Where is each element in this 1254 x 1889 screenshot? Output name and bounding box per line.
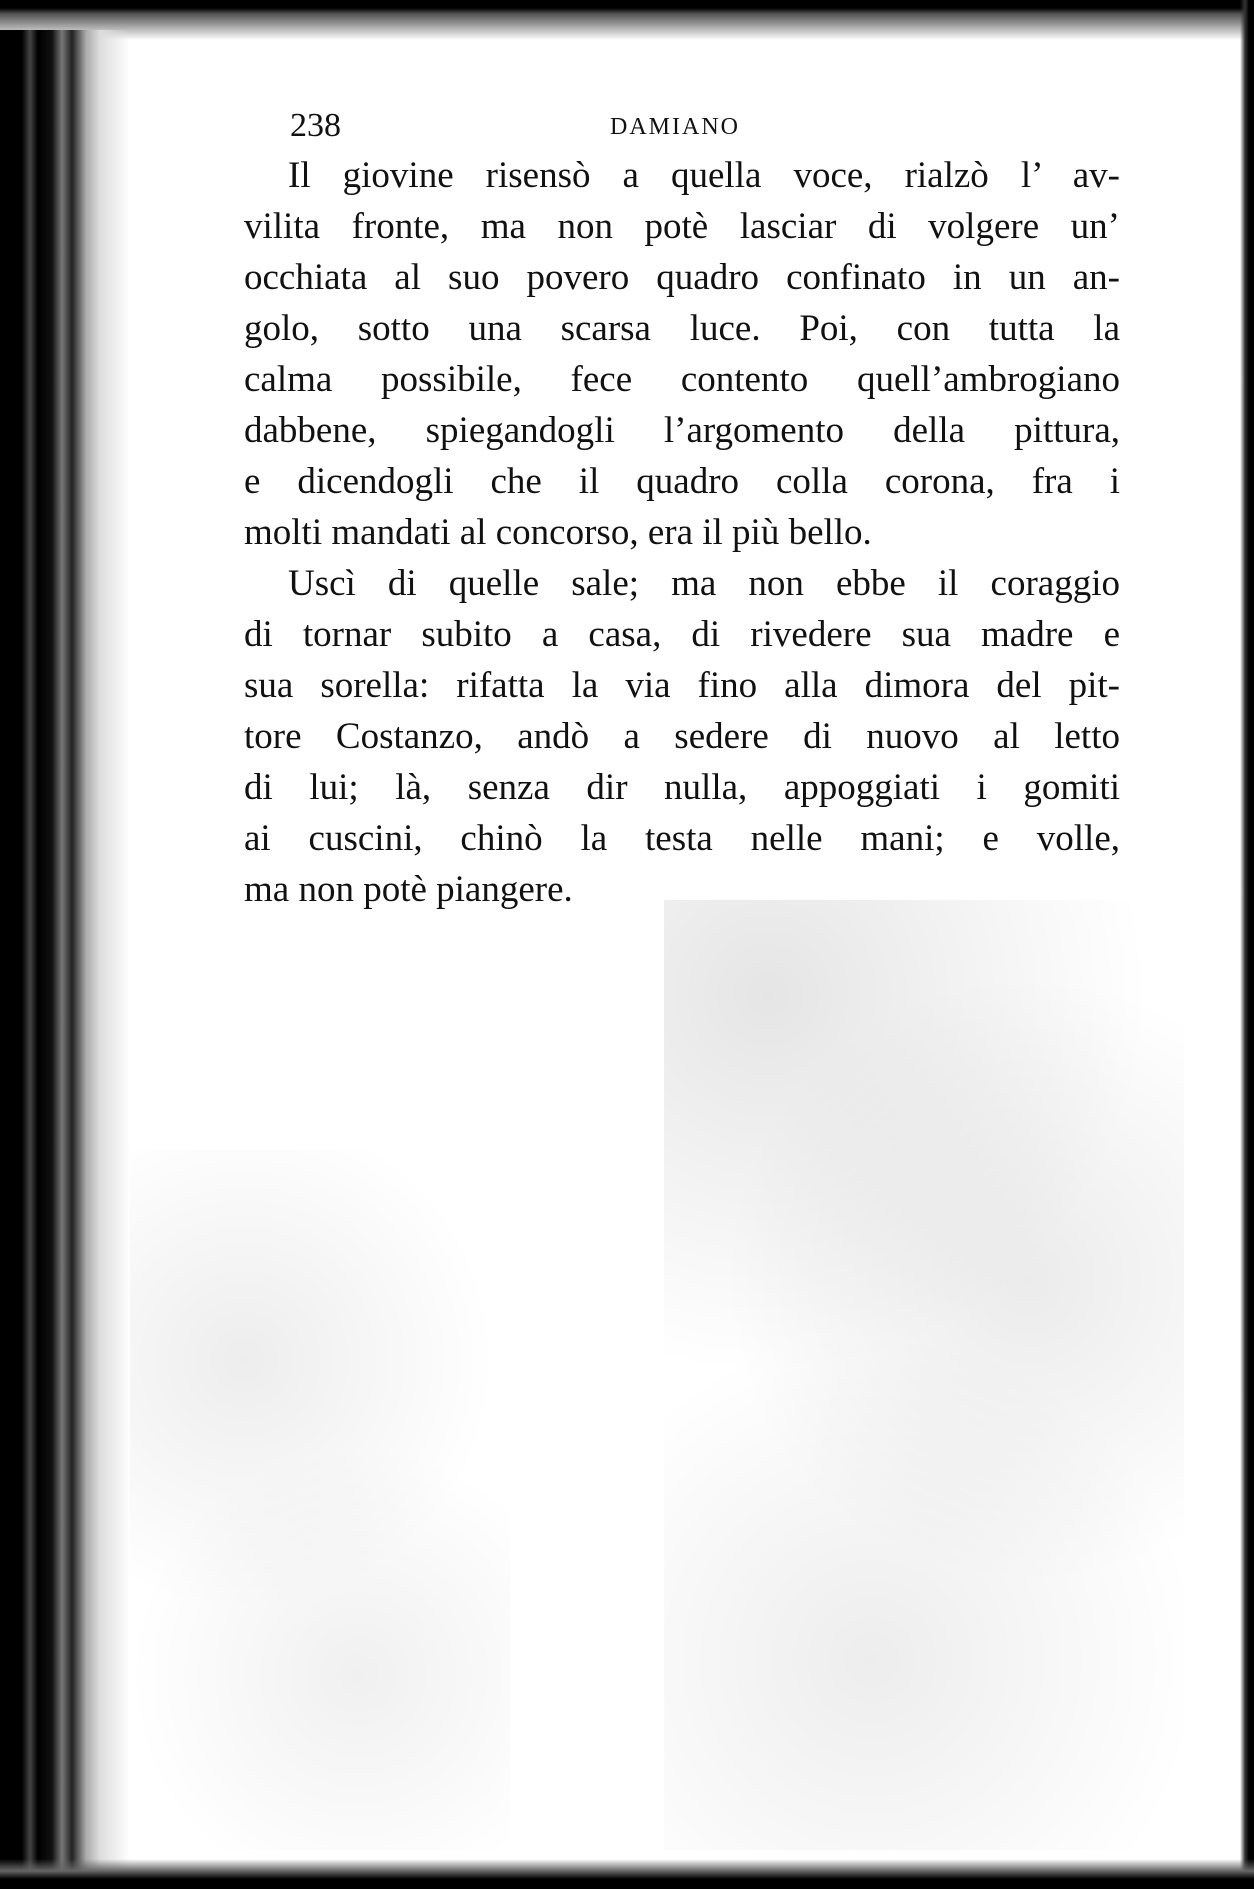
text-line: vilita fronte, ma non potè lasciar di volgere un’ bbox=[244, 206, 1120, 247]
running-title: DAMIANO bbox=[610, 114, 740, 140]
bleed-through-noise bbox=[664, 900, 1184, 1850]
paragraph-2 bbox=[244, 558, 1120, 915]
text-line: occhiata al suo povero quadro confinato in un an- bbox=[244, 257, 1120, 298]
text-line: calma possibile, fece contento quell’ambrogiano bbox=[244, 359, 1120, 400]
page-top-edge bbox=[0, 0, 1254, 40]
text-line: dabbene, spiegandogli l’argomento della pittura, bbox=[244, 410, 1120, 451]
body-text bbox=[244, 150, 1120, 915]
text-line: Uscì di quelle sale; ma non ebbe il coraggio bbox=[288, 563, 1120, 604]
page-bottom-edge bbox=[0, 1859, 1254, 1889]
page-header bbox=[290, 104, 1150, 148]
text-line: di lui; là, senza dir nulla, appoggiati i gomiti bbox=[244, 767, 1120, 808]
text-line: di tornar subito a casa, di rivedere sua madre e bbox=[244, 614, 1120, 655]
text-line: ai cuscini, chinò la testa nelle mani; e volle, bbox=[244, 818, 1120, 859]
text-line: sua sorella: rifatta la via fino alla dimora del pit- bbox=[244, 665, 1120, 706]
book-spine-shadow bbox=[0, 30, 130, 1889]
text-line: Il giovine risensò a quella voce, rialzò l’ av- bbox=[288, 155, 1120, 196]
paragraph-1 bbox=[244, 150, 1120, 558]
text-line: tore Costanzo, andò a sedere di nuovo al letto bbox=[244, 716, 1120, 757]
page-number: 238 bbox=[290, 107, 341, 144]
page-right-edge bbox=[1240, 0, 1254, 1889]
bleed-through-noise-left bbox=[130, 1150, 510, 1850]
text-line: e dicendogli che il quadro colla corona, fra i bbox=[244, 461, 1120, 502]
text-line: golo, sotto una scarsa luce. Poi, con tutta la bbox=[244, 308, 1120, 349]
text-line: ma non potè piangere. bbox=[244, 869, 573, 910]
text-line: molti mandati al concorso, era il più bello. bbox=[244, 512, 872, 553]
